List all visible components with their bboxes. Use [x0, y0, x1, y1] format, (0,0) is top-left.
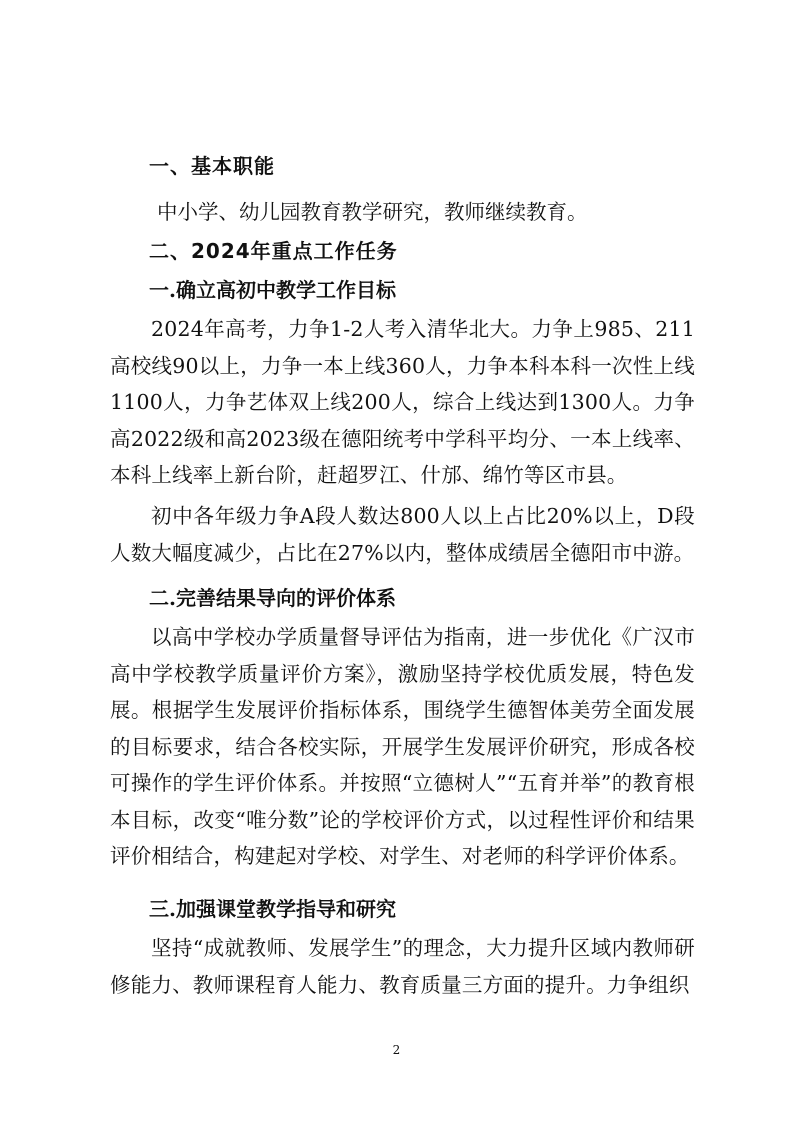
paragraph-classroom-teaching: 坚持“成就教师、发展学生”的理念，大力提升区域内教师研修能力、教师课程育人能力、教育质量三方面的提升。力争组织: [110, 936, 695, 997]
paragraph-junior-goals: 初中各年级力争A段人数达800人以上占比20%以上，D段人数大幅度减少，占比在27%以内，整体成绩居全德阳市中游。: [110, 504, 695, 565]
subheading-evaluation-system: 二.完善结果导向的评价体系: [149, 586, 396, 610]
basic-functions-text: 中小学、幼儿园教育教学研究，教师继续教育。: [157, 200, 588, 224]
subheading-classroom-teaching: 三.加强课堂教学指导和研究: [149, 897, 396, 921]
subheading-teaching-goals: 一.确立高初中教学工作目标: [149, 278, 396, 302]
paragraph-evaluation-system: 以高中学校办学质量督导评估为指南，进一步优化《广汉市高中学校教学质量评价方案》，激励坚持学校优质发展，特色发展。根据学生发展评价指标体系，围绕学生德智体美劳全面发展的目标要求，结合各校实际，开展学生发展评价研究，形成各校可操作的学生评价体系。并按照“立德树人”“五育并举”的教育根本目标，改变“唯分数”论的学校评价方式，以过程性评价和结果评价相结合，构建起对学校、对学生、对老师的科学评价体系。: [110, 625, 695, 868]
page-number: 2: [392, 1043, 401, 1057]
paragraph-gaokao-goals: 2024年高考，力争1-2人考入清华北大。力争上985、211高校线90以上，力争一本上线360人，力争本科本科一次性上线1100人，力争艺体双上线200人，综合上线达到1300人。力争高2022级和高2023级在德阳统考中学科平均分、一本上线率、本科上线率上新台阶，赶超罗江、什邡、绵竹等区市县。: [110, 317, 695, 487]
section-heading-basic-functions: 一、基本职能: [149, 154, 275, 178]
section-heading-key-tasks: 二、2024年重点工作任务: [149, 239, 398, 263]
